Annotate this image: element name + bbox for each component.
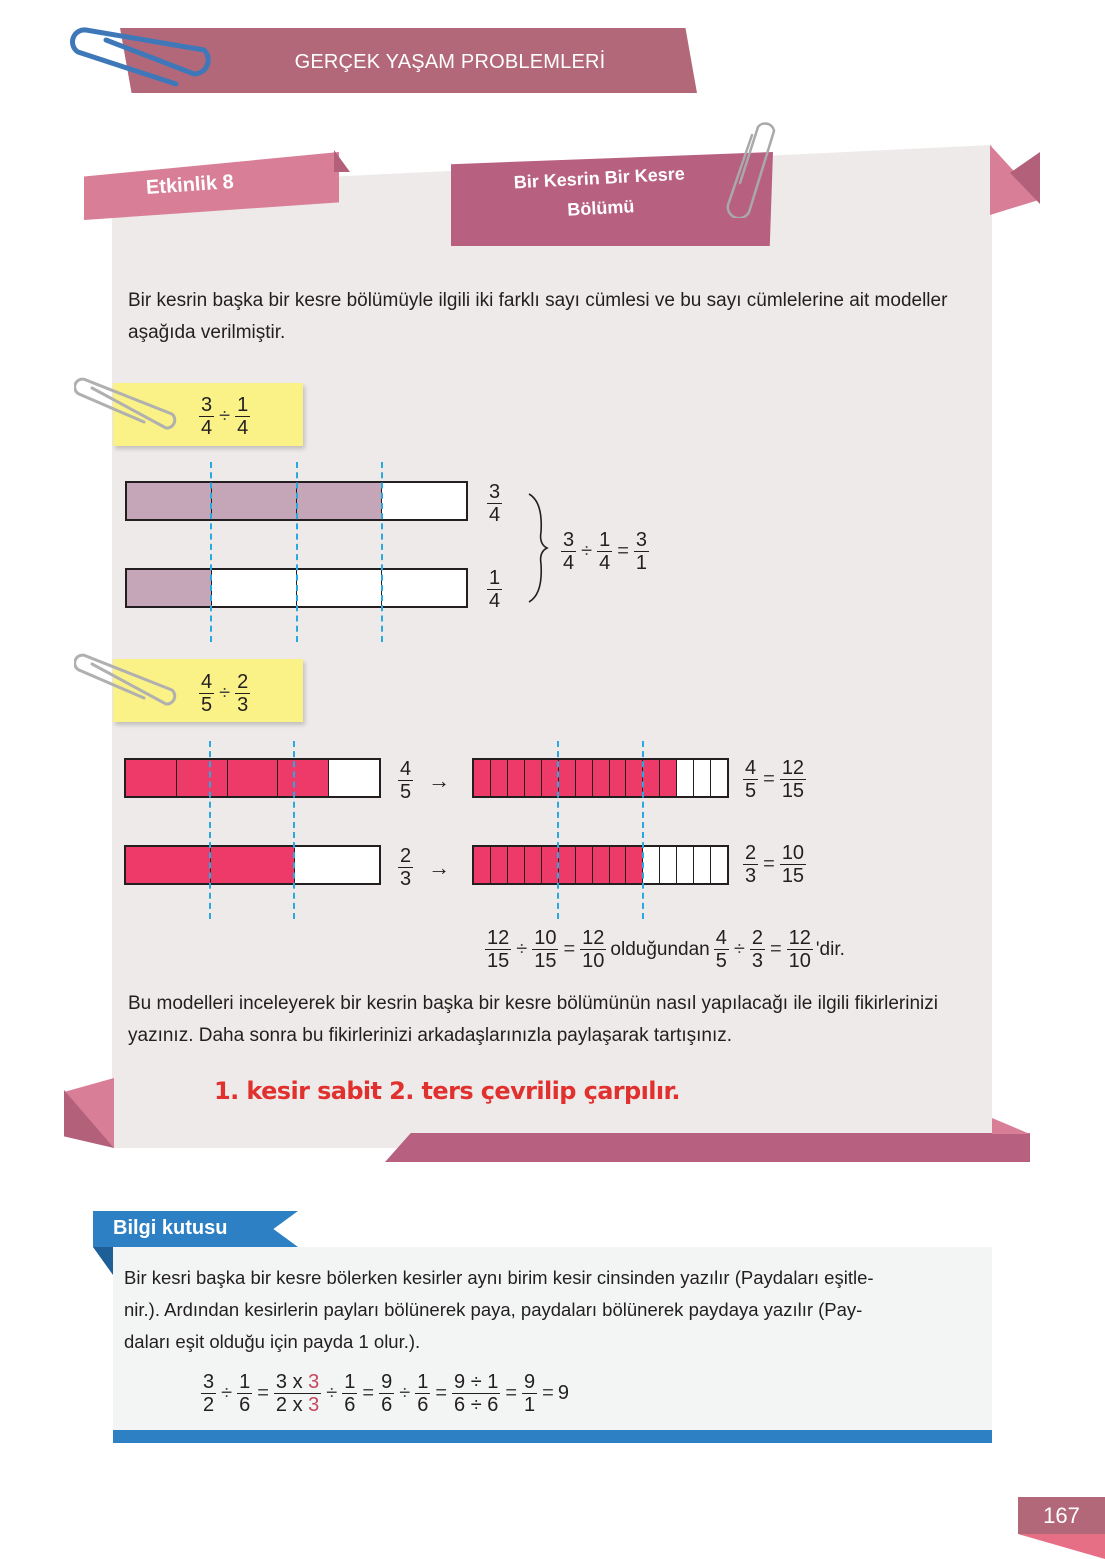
sticky-expression-1: $\frac{3}{4}$ ÷ $\frac{1}{4}$ bbox=[201, 394, 249, 439]
equivalence-2-3: $\frac{2}{3}$ = $\frac{10}{15}$ bbox=[745, 842, 805, 887]
fraction-bar-12-15 bbox=[472, 758, 729, 798]
activity-label: Etkinlik 8 bbox=[145, 170, 235, 200]
paperclip-icon bbox=[722, 113, 780, 218]
dashed-guide bbox=[210, 462, 212, 642]
info-box-text bbox=[124, 1262, 984, 1358]
info-tag-fold bbox=[93, 1247, 113, 1275]
tab-fold bbox=[334, 150, 350, 172]
page-number-fold bbox=[1018, 1534, 1105, 1559]
page-number: 167 bbox=[1018, 1497, 1105, 1534]
bar-label-3-4: $\frac{3}{4}$ bbox=[489, 481, 501, 526]
info-line: daları eşit olduğu için payda 1 olur.). bbox=[124, 1331, 421, 1352]
fraction-bar-2-3 bbox=[124, 845, 381, 885]
info-box-title: Bilgi kutusu bbox=[113, 1217, 228, 1239]
brace-icon bbox=[525, 492, 555, 604]
dashed-guide bbox=[381, 462, 383, 642]
info-line: Bir kesri başka bir kesre bölerken kesirler aynı birim kesir cinsinden yazılır (Paydaları eşitle- bbox=[124, 1267, 874, 1288]
bar-label-4-5: $\frac{4}{5}$ → bbox=[400, 758, 451, 803]
activity-title-line2: Bölümü bbox=[566, 196, 635, 220]
handwritten-answer: 1. kesir sabit 2. ters çevrilip çarpılır. bbox=[214, 1077, 680, 1105]
dashed-guide bbox=[557, 741, 559, 919]
dashed-guide bbox=[209, 741, 211, 919]
paperclip-icon bbox=[74, 376, 184, 438]
bar-label-2-3: $\frac{2}{3}$ → bbox=[400, 845, 451, 890]
fraction-bar-10-15 bbox=[472, 845, 729, 885]
bottom-band bbox=[385, 1133, 1030, 1162]
header-title: GERÇEK YAŞAM PROBLEMLERİ bbox=[294, 51, 606, 73]
info-example-expression: $\frac{3}{2}$ ÷ $\frac{1}{6}$ = $\frac{3 x 3}{2 x 3}$ ÷ $\frac{1}{6}$ = $\frac{9}{6}$ ÷ $\frac{1}{6}$ = $\frac{9 \div 1}{6 \div 6}$ = $\frac{9}{1}$ = 9 bbox=[203, 1371, 569, 1416]
equivalence-4-5: $\frac{4}{5}$ = $\frac{12}{15}$ bbox=[745, 757, 805, 802]
info-line: nir.). Ardından kesirlerin payları bölünerek paya, paydaları bölünerek paydaya yazılır (Pay- bbox=[124, 1299, 863, 1320]
dashed-guide bbox=[293, 741, 295, 919]
arrow-icon: → bbox=[428, 854, 451, 880]
question-text: Bu modelleri inceleyerek bir kesrin başka bir kesre bölümünün nasıl yapılacağı ile ilgili fikirlerinizi yazınız. Daha sonra bu fikirlerinizi arkadaşlarınızla paylaşarak tartışınız. bbox=[128, 993, 938, 1046]
model1-result-expression: $\frac{3}{4}$ ÷ $\frac{1}{4}$ = $\frac{3}{1}$ bbox=[563, 529, 648, 574]
ribbon-decoration bbox=[992, 1118, 1030, 1134]
dashed-guide bbox=[642, 741, 644, 919]
fraction-bar-4-5 bbox=[124, 758, 381, 798]
sticky-expression-2: $\frac{4}{5}$ ÷ $\frac{2}{3}$ bbox=[201, 671, 249, 716]
dashed-guide bbox=[296, 462, 298, 642]
activity-title-line1: Bir Kesrin Bir Kesre bbox=[513, 163, 686, 193]
intro-text: Bir kesrin başka bir kesre bölümüyle ilgili iki farklı sayı cümlesi ve bu sayı cümlelerine ait modeller aşağıda verilmiştir. bbox=[128, 290, 948, 343]
arrow-icon: → bbox=[428, 767, 451, 793]
info-box-bottom-bar bbox=[113, 1430, 992, 1443]
paperclip-icon bbox=[74, 652, 184, 714]
bar-label-1-4: $\frac{1}{4}$ bbox=[489, 567, 501, 612]
model2-conclusion: $\frac{12}{15}$ ÷ $\frac{10}{15}$ = $\frac{12}{10}$ olduğundan $\frac{4}{5}$ ÷ $\frac{2}{3}$ = $\frac{12}{10}$ 'dir. bbox=[487, 927, 845, 972]
paperclip-icon bbox=[66, 22, 216, 94]
